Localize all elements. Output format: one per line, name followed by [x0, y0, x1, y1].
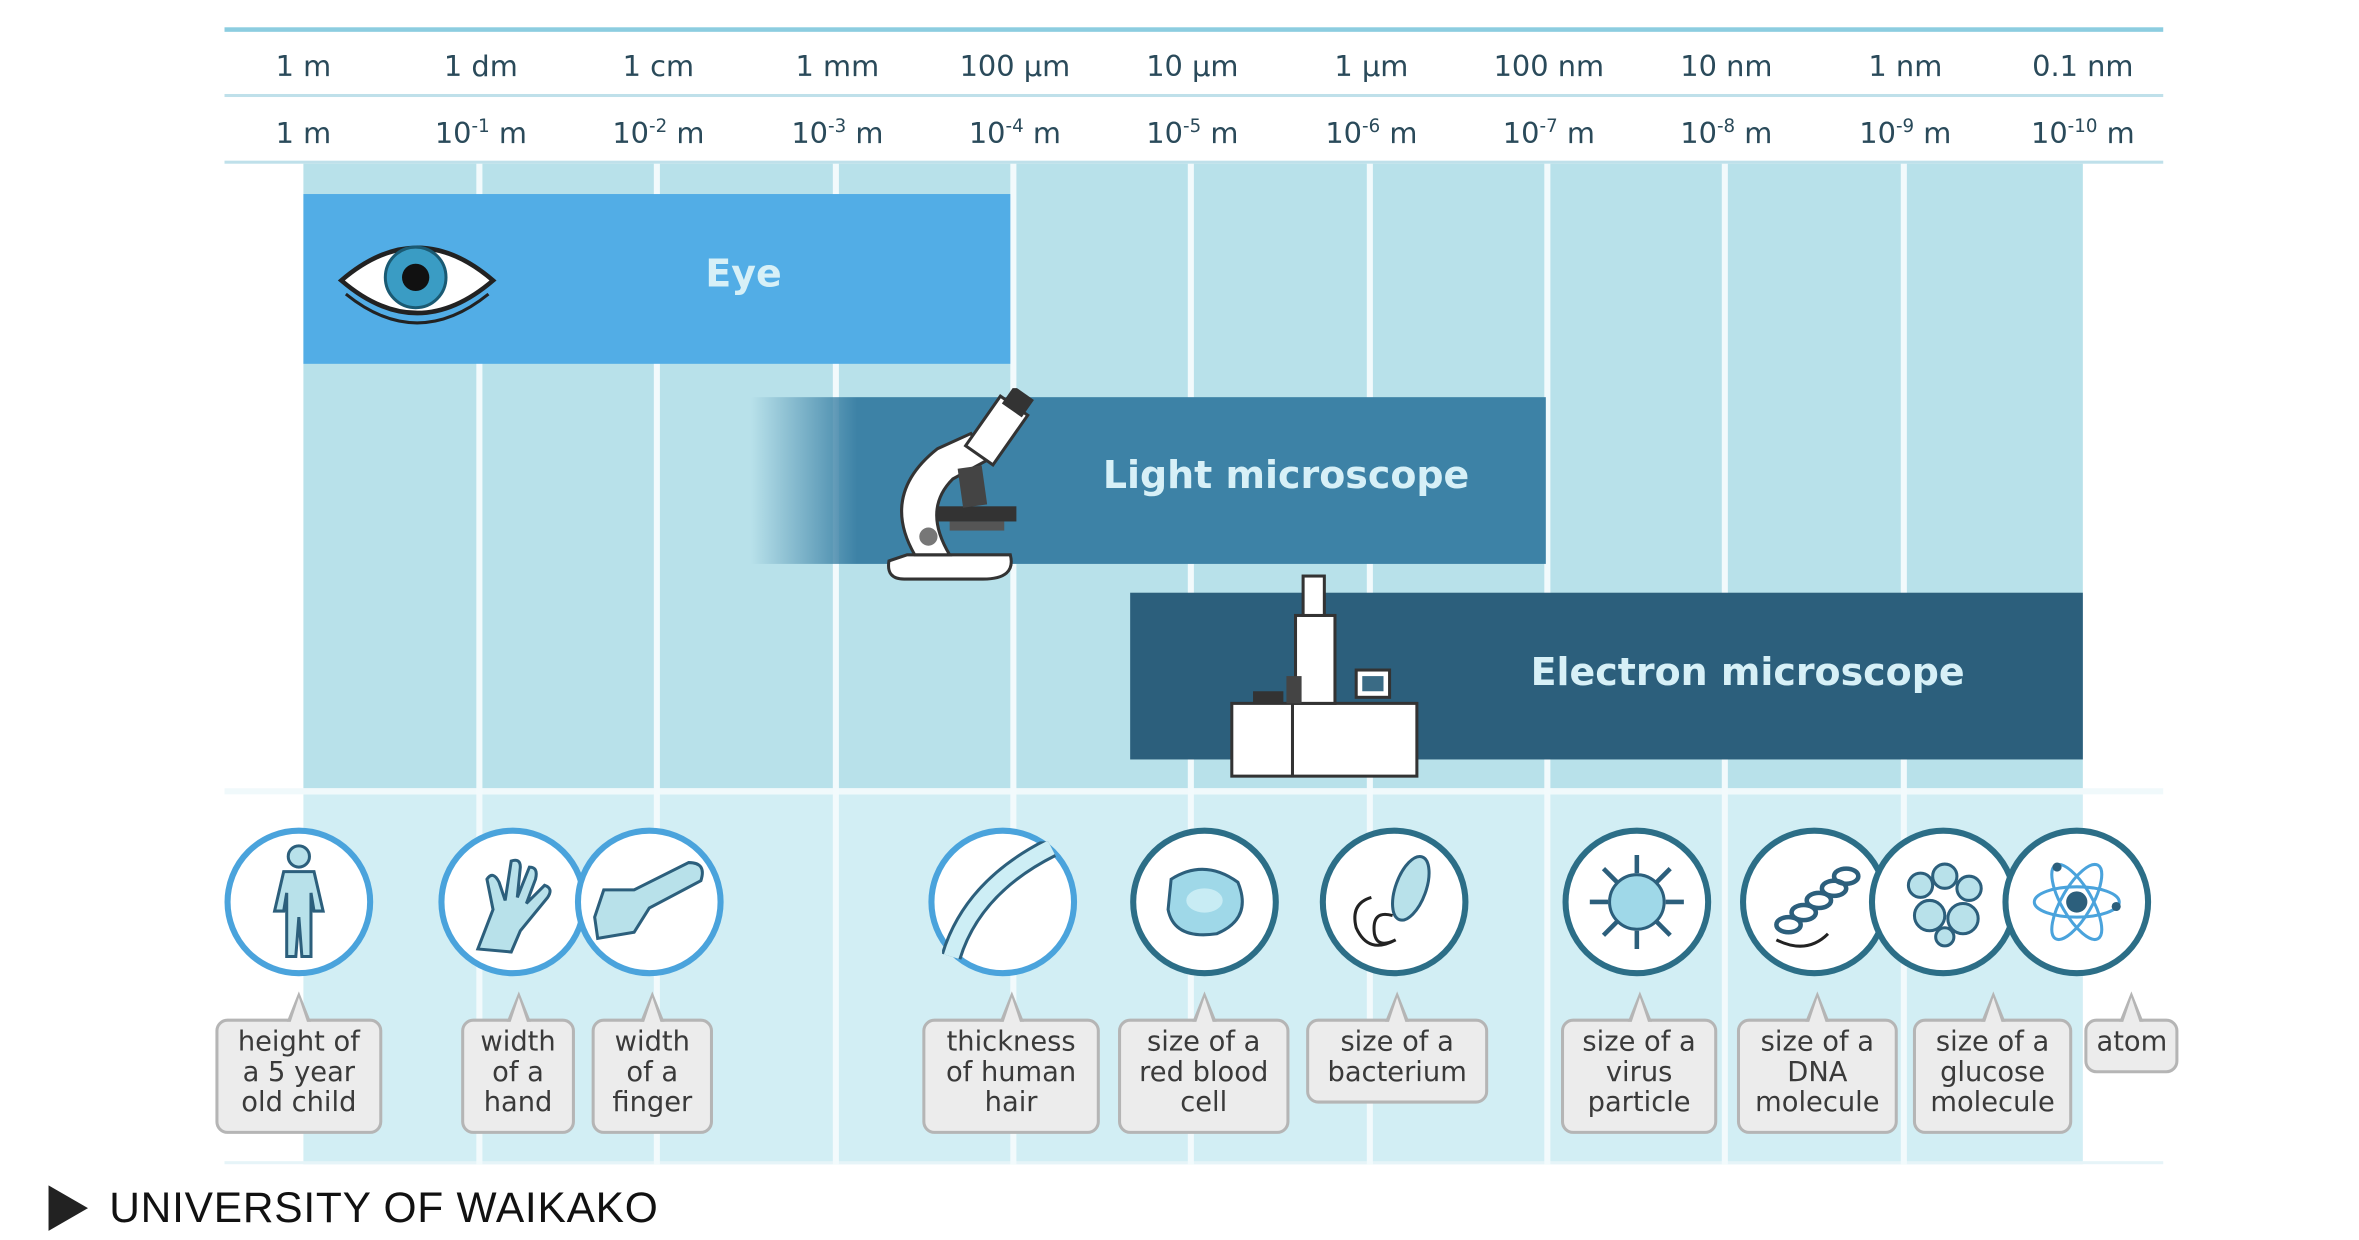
eye-icon [334, 227, 501, 333]
play-icon [46, 1182, 92, 1234]
bacterium-icon [1320, 828, 1469, 977]
scale-name: 1 cm [622, 50, 695, 84]
scale-name: 10 μm [1146, 50, 1239, 84]
hand-icon [438, 828, 587, 977]
scale-name: 1 nm [1868, 50, 1943, 84]
scale-power: $10^{-6}$ m [1325, 115, 1418, 151]
scale-power: $10^{-4}$ m [968, 115, 1061, 151]
electron-microscope-band-label: Electron microscope [1530, 650, 1965, 695]
scale-name: 1 mm [795, 50, 880, 84]
red-blood-cell-icon [1130, 828, 1279, 977]
eye-band-label: Eye [705, 251, 782, 296]
scale-power: $10^{-7}$ m [1502, 115, 1595, 151]
light-microscope-band [751, 397, 1546, 564]
item-label-glucose: size of a glucose molecule [1913, 1019, 2072, 1134]
scale-name: 1 μm [1334, 50, 1409, 84]
item-label-finger: width of a finger [592, 1019, 713, 1134]
item-label-red-blood-cell: size of a red blood cell [1118, 1019, 1289, 1134]
finger-icon [575, 828, 724, 977]
light-microscope-icon [877, 388, 1059, 585]
glucose-icon [1869, 828, 2018, 977]
virus-icon [1563, 828, 1712, 977]
eye-band [303, 194, 1010, 364]
item-label-virus: size of a virus particle [1561, 1019, 1717, 1134]
scale-power: $10^{-8}$ m [1680, 115, 1773, 151]
item-label-child: height of a 5 year old child [215, 1019, 382, 1134]
brand-text: UNIVERSITY OF WAIKAKO [109, 1183, 659, 1231]
footer-brand [46, 1182, 659, 1234]
scale-name: 100 μm [959, 50, 1071, 84]
light-microscope-band-label: Light microscope [1102, 453, 1470, 498]
scale-power: $10^{-10}$ m [2030, 115, 2135, 151]
item-label-atom: atom [2084, 1019, 2178, 1074]
item-label-hair: thickness of human hair [922, 1019, 1099, 1134]
scale-power: $10^{-9}$ m [1859, 115, 1952, 151]
top-rule [225, 27, 2164, 32]
hair-icon [928, 828, 1077, 977]
scale-name: 0.1 nm [2032, 50, 2134, 84]
scale-power: 1 m [275, 117, 332, 151]
scale-name: 100 nm [1493, 50, 1605, 84]
scale-power: $10^{-3}$ m [791, 115, 884, 151]
scale-power: $10^{-1}$ m [434, 115, 527, 151]
item-label-bacterium: size of a bacterium [1306, 1019, 1488, 1104]
scale-name: 1 m [275, 50, 332, 84]
item-label-dna: size of a DNA molecule [1737, 1019, 1898, 1134]
scale-power: $10^{-2}$ m [612, 115, 705, 151]
scale-name: 1 dm [443, 50, 518, 84]
atom-icon [2002, 828, 2151, 977]
item-label-hand: width of a hand [461, 1019, 575, 1134]
dna-icon [1740, 828, 1889, 977]
child-icon [225, 828, 374, 977]
scale-divider [225, 94, 2164, 97]
scale-name: 10 nm [1680, 50, 1773, 84]
scale-power: $10^{-5}$ m [1146, 115, 1239, 151]
electron-microscope-icon [1223, 570, 1420, 782]
